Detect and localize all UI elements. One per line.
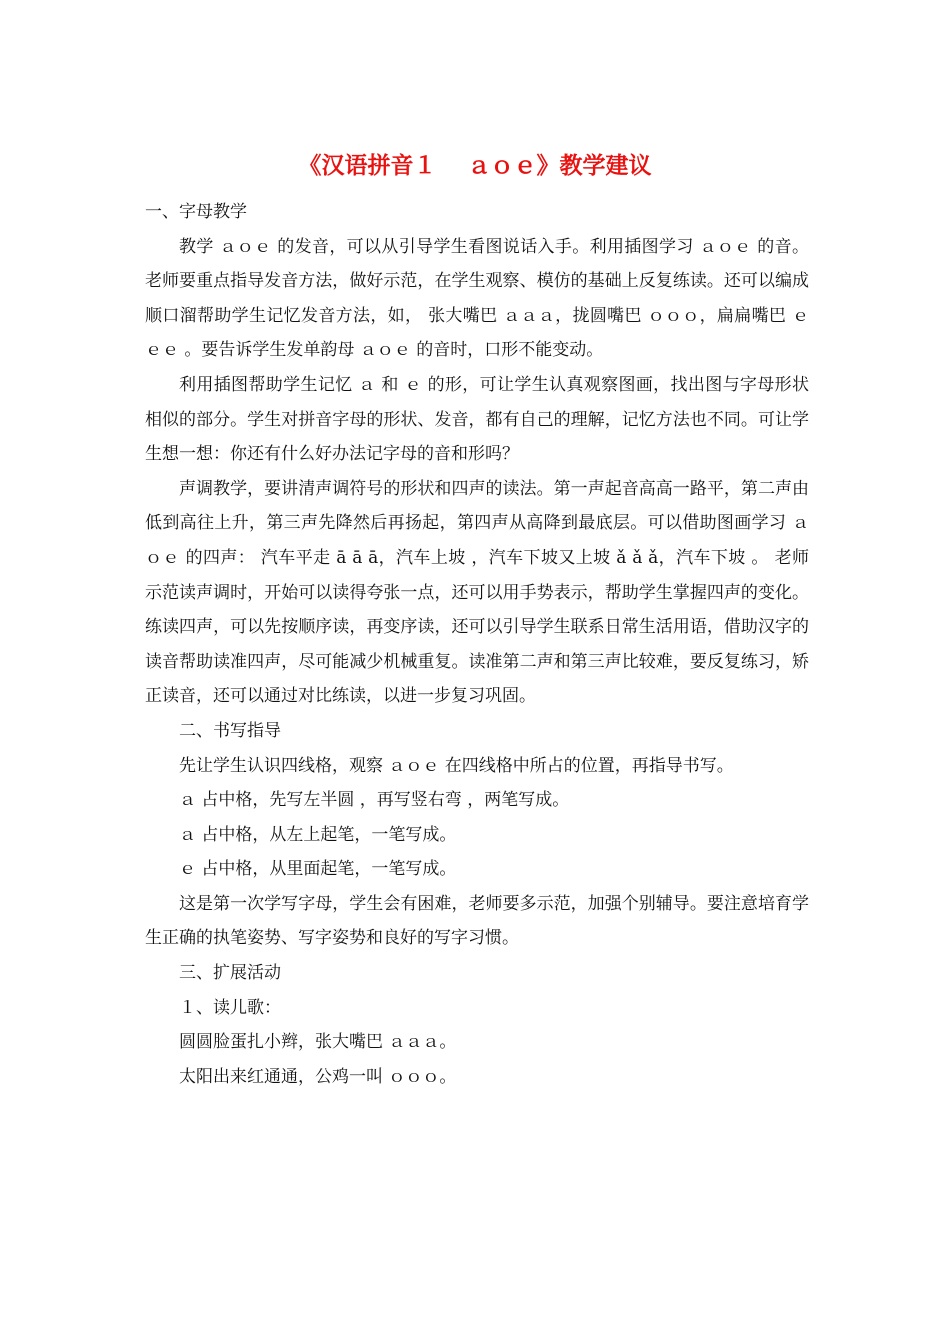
- paragraph-write-e: ｅ 占中格，从里面起笔，一笔写成。: [179, 859, 457, 880]
- rhyme-line-1: 圆圆脸蛋扎小辫，张大嘴巴 ａａａ。: [179, 1032, 457, 1053]
- paragraph-write-a-single: ａ 占中格，从左上起笔，一笔写成。: [179, 824, 457, 845]
- section-heading-writing: 二、书写指导: [179, 720, 281, 741]
- document-body: [145, 195, 809, 1094]
- paragraph-tone-teaching: 声调教学，要讲清声调符号的形状和四声的读法。第一声起音高高一路平，第二声由低到高往上升，第三声先降然后再扬起，第四声从高降到最底层。可以借助图画学习 ａｏｅ 的四声： 汽车平走 ā ā ā，汽车上坡 ，汽车下坡又上坡 ǎ ǎ ǎ，汽车下坡 。 老师示范读声调时，开始可以读得夸张一点，还可以用手势表示，帮助学生掌握四声的变化。练读四声，可以先按顺序读，再变序读，还可以引导学生联系日常生活用语，借助汉字的读音帮助读准四声，尽可能减少机械重复。读准第二声和第三声比较难，要反复练习，矫正读音，还可以通过对比练读，以进一步复习巩固。: [145, 478, 809, 707]
- paragraph-pronunciation: 教学 ａｏｅ 的发音，可以从引导学生看图说话入手。利用插图学习 ａｏｅ 的音。老师要重点指导发音方法，做好示范，在学生观察、模仿的基础上反复练读。还可以编成顺口溜帮助学生记忆发音方法，如， 张大嘴巴 ａａａ，拢圆嘴巴 ｏｏｏ，扁扁嘴巴 ｅｅｅ 。要告诉学生发单韵母 ａｏｅ 的音时，口形不能变动。: [145, 236, 809, 361]
- paragraph-first-writing: 这是第一次学写字母，学生会有困难，老师要多示范，加强个别辅导。要注意培育学生正确的执笔姿势、写字姿势和良好的写字习惯。: [145, 893, 809, 949]
- paragraph-write-a: ａ 占中格，先写左半圆 ，再写竖右弯 ，两笔写成。: [179, 790, 570, 811]
- document-title: 《汉语拼音１ ａｏｅ》教学建议: [298, 152, 652, 179]
- section-heading-letters: 一、字母教学: [145, 202, 247, 222]
- rhyme-line-2: 太阳出来红通通，公鸡一叫 ｏｏｏ。: [179, 1066, 457, 1087]
- paragraph-four-line-grid: 先让学生认识四线格，观察 ａｏｅ 在四线格中所占的位置，再指导书写。: [179, 755, 734, 776]
- paragraph-read-rhyme: １、读儿歌：: [179, 997, 281, 1018]
- paragraph-letter-shape: 利用插图帮助学生记忆 ａ 和 ｅ 的形，可让学生认真观察图画，找出图与字母形状相似的部分。学生对拼音字母的形状、发音，都有自己的理解，记忆方法也不同。可让学生想一想：你还有什么好办法记字母的音和形吗？: [145, 374, 809, 465]
- section-heading-activities: 三、扩展活动: [179, 963, 281, 984]
